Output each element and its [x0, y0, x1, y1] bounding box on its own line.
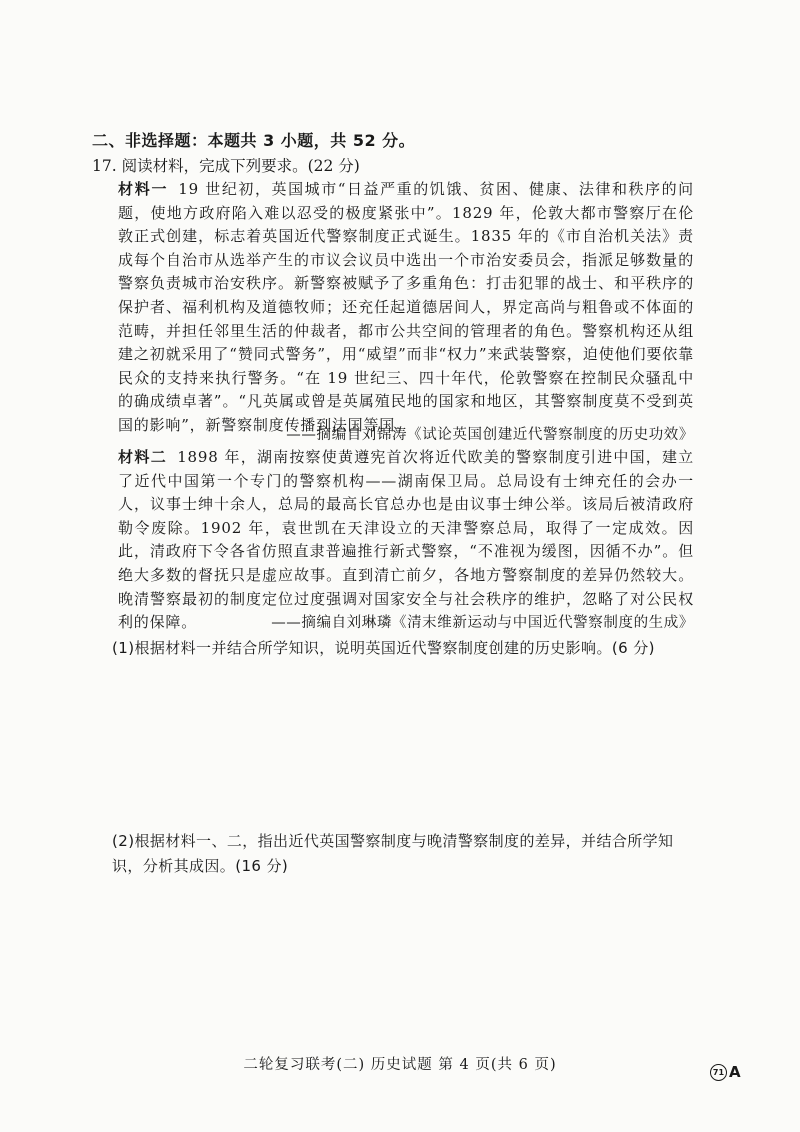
material-2-text: 1898 年，湖南按察使黄遵宪首次将近代欧美的警察制度引进中国，建立了近代中国第一个专门的警察机构——湖南保卫局。总局设有士绅充任的会办一人，议事士绅十余人，总局的最高长官总办也是由议事士绅公举。该局后被清政府勒令废除。1902 年，袁世凯在天津设立的天津警察总局，取得了一定成效。因此，清政府下令各省仿照直隶普遍推行新式警察，“不准视为缓图，因循不办”。但绝大多数的督抚只是虚应故事。直到清亡前夕，各地方警察制度的差异仍然较大。晚清警察最初的制度定位过度强调对国家安全与社会秩序的维护，忽略了对公民权利的保障。 — [118, 448, 694, 632]
exam-code-circle: 71 — [710, 1064, 727, 1081]
subquestion-1: (1)根据材料一并结合所学知识，说明英国近代警察制度创建的历史影响。(6 分) — [112, 639, 655, 657]
material-2 — [118, 446, 694, 635]
material-2-source: ——摘编自刘琳璘《清末维新运动与中国近代警察制度的生成》 — [271, 615, 694, 631]
question-17-prompt: 17. 阅读材料，完成下列要求。(22 分) — [92, 157, 360, 175]
exam-code-mark — [710, 1063, 741, 1081]
exam-code-letter: A — [729, 1063, 741, 1081]
material-1 — [118, 178, 694, 438]
material-1-label: 材料一 — [118, 180, 169, 198]
subquestion-2: (2)根据材料一、二，指出近代英国警察制度与晚清警察制度的差异，并结合所学知识，分析其成因。(16 分) — [112, 832, 674, 875]
material-2-label: 材料二 — [118, 448, 168, 466]
page-footer: 二轮复习联考(二) 历史试题 第 4 页(共 6 页) — [243, 1057, 557, 1073]
material-1-text: 19 世纪初，英国城市“日益严重的饥饿、贫困、健康、法律和秩序的问题，使地方政府陷入难以忍受的极度紧张中”。1829 年，伦敦大都市警察厅在伦敦正式创建，标志着英国近代警察制度正式诞生。1835 年的《市自治机关法》责成每个自治市从选举产生的市议会议员中选出一个市治安委员会，指派足够数量的警察负责城市治安秩序。新警察被赋予了多重角色：打击犯罪的战士、和平秩序的保护者、福利机构及道德牧师；还充任起道德居间人，界定高尚与粗鲁或不体面的范畴，并担任邻里生活的仲裁者，都市公共空间的管理者的角色。警察机构还从组建之初就采用了“赞同式警务”，用“威望”而非“权力”来武装警察，迫使他们要依靠民众的支持来执行警务。“在 19 世纪三、四十年代，伦敦警察在控制民众骚乱中的确成绩卓著”。“凡英属或曾是英属殖民地的国家和地区，其警察制度莫不受到英国的影响”，新警察制度传播到法国等国。 — [118, 180, 694, 434]
material-1-source: ——摘编自刘锦涛《试论英国创建近代警察制度的历史功效》 — [286, 427, 694, 443]
section-title: 二、非选择题：本题共 3 小题，共 52 分。 — [92, 131, 416, 150]
